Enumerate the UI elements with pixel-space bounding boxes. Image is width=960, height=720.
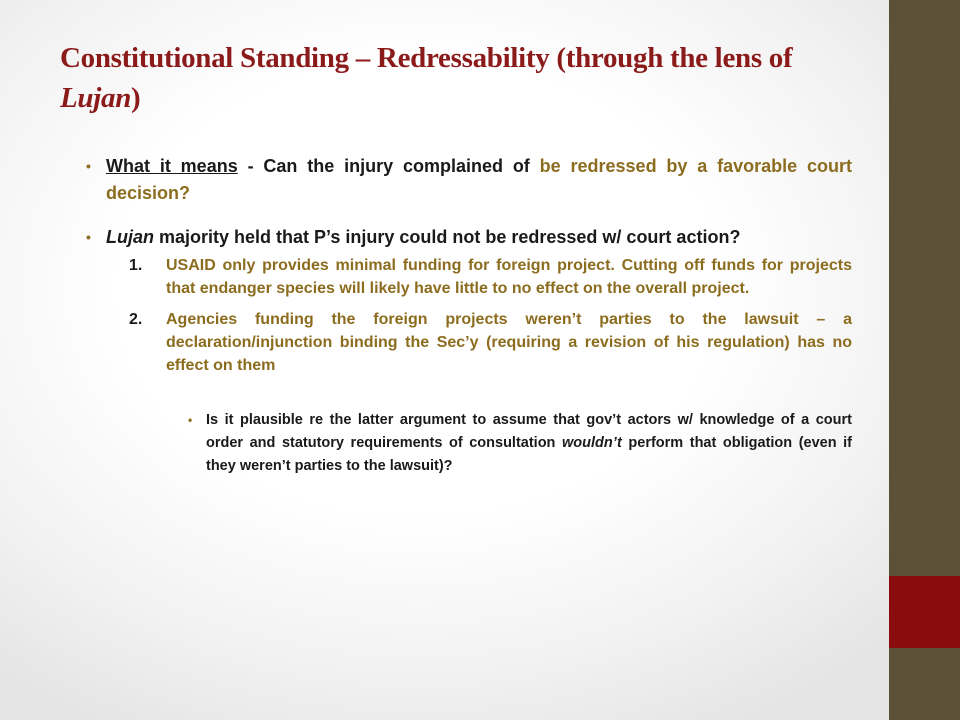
bullet-lujan-majority (86, 224, 852, 251)
bullet2-italic: Lujan (106, 227, 154, 247)
title-closing-text: ) (131, 82, 141, 114)
slide-title (60, 38, 870, 118)
item-number: 1. (129, 257, 143, 274)
bullet1-highlight: be redressed by a favorable court decision (106, 156, 852, 203)
title-italic-text: Lujan (60, 82, 132, 114)
bullet-dot: • (86, 229, 91, 245)
sub-bullet-question (100, 409, 852, 478)
bullet1-lead: What it means (106, 156, 238, 176)
sub-bullet-text: Is it plausible re the latter argument to assume that gov’t actors w/ knowledge of a court order and statutory requirements of consultation (206, 412, 852, 451)
item-text: Agencies funding the foreign projects weren’t parties to the lawsuit – a declaration/injunction binding the Sec’y (requiring a revision of his regulation) has no effect on them (166, 311, 852, 374)
numbered-item (129, 308, 852, 377)
numbered-item (129, 254, 852, 300)
item-text: USAID only provides minimal funding for foreign project. Cutting off funds for projects that endanger species will likely have little to no effect on the overall project. (166, 257, 852, 297)
sub-bullet-text-end: perform that obligation (even if they weren’t parties to the lawsuit)? (206, 435, 853, 474)
sub-bullet-italic: wouldn’t (561, 435, 622, 451)
bullet-what-it-means (86, 153, 852, 207)
sub-bullet-dot: • (188, 413, 193, 427)
item-number: 2. (129, 311, 143, 328)
title-text: Constitutional Standing – Redressability (through the lens of (60, 42, 793, 74)
bullet1-text: - Can the injury complained of (237, 156, 540, 176)
bullet2-text: majority held that P’s injury could not be redressed w/ court action? (154, 227, 741, 247)
bullet-dot: • (86, 158, 91, 174)
side-accent-block (889, 576, 960, 648)
bullet1-end: ? (179, 183, 191, 203)
slide-content (86, 153, 853, 478)
numbered-list (100, 254, 852, 377)
